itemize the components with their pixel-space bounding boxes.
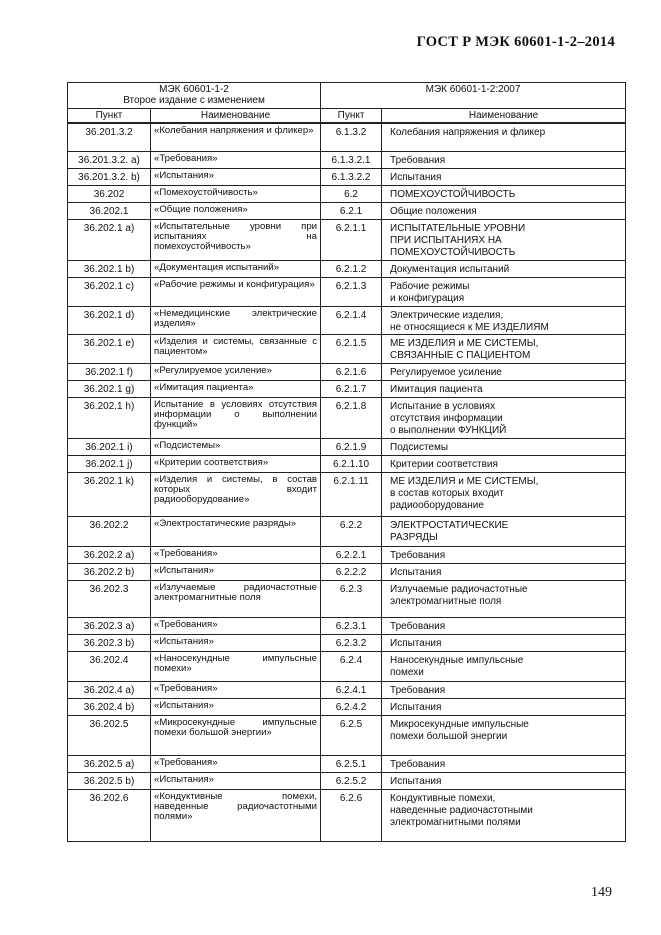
group-header-left-line2: Второе издание с изменением	[123, 95, 265, 107]
name-right-cell: Требования	[382, 152, 626, 169]
column-header-row	[68, 109, 626, 123]
table-row	[68, 123, 626, 152]
table-row	[68, 517, 626, 547]
name-left-cell: «Испытания»	[151, 773, 321, 790]
col-header-clause-right: Пункт	[321, 109, 382, 123]
name-right-cell: Регулируемое усиление	[382, 364, 626, 381]
table-row	[68, 790, 626, 842]
correspondence-table	[67, 82, 626, 842]
table-row	[68, 398, 626, 439]
name-right-cell: Кондуктивные помехи, наведенные радиочастотными электромагнитными полями	[382, 790, 626, 842]
name-left-cell: «Испытания»	[151, 699, 321, 716]
document-header: ГОСТ Р МЭК 60601-1-2–2014	[416, 34, 615, 50]
name-left-cell: «Требования»	[151, 682, 321, 699]
clause-right-cell: 6.2.1.10	[321, 456, 382, 473]
name-left-cell: «Микросекундные импульсные помехи большой энергии»	[151, 716, 321, 756]
table-row	[68, 473, 626, 517]
col-header-name-left: Наименование	[151, 109, 321, 123]
clause-left-cell: 36.202.3	[68, 581, 151, 618]
clause-right-cell: 6.2.1.6	[321, 364, 382, 381]
table-row	[68, 169, 626, 186]
name-left-cell: «Регулируемое усиление»	[151, 364, 321, 381]
clause-left-cell: 36.202	[68, 186, 151, 203]
name-right-cell: Критерии соответствия	[382, 456, 626, 473]
table-row	[68, 152, 626, 169]
clause-right-cell: 6.2.5.2	[321, 773, 382, 790]
name-left-cell: «Изделия и системы, в состав которых входит радиооборудование»	[151, 473, 321, 517]
name-right-cell: Требования	[382, 547, 626, 564]
name-right-cell: ЭЛЕКТРОСТАТИЧЕСКИЕ РАЗРЯДЫ	[382, 517, 626, 547]
clause-right-cell: 6.2.1.7	[321, 381, 382, 398]
name-left-cell: Испытание в условиях отсутствия информации о выполнении функций»	[151, 398, 321, 439]
name-right-cell: МЕ ИЗДЕЛИЯ и МЕ СИСТЕМЫ, СВЯЗАННЫЕ С ПАЦИЕНТОМ	[382, 335, 626, 364]
clause-left-cell: 36.202.2 a)	[68, 547, 151, 564]
clause-left-cell: 36.202.1 e)	[68, 335, 151, 364]
table-row	[68, 564, 626, 581]
name-left-cell: «Немедицинские электрические изделия»	[151, 307, 321, 335]
table-row	[68, 278, 626, 307]
name-right-cell: Испытания	[382, 635, 626, 652]
table-row	[68, 635, 626, 652]
col-header-name-right: Наименование	[382, 109, 626, 123]
clause-left-cell: 36.202.1 a)	[68, 220, 151, 261]
group-header-iec-second-edition	[68, 83, 321, 109]
clause-right-cell: 6.1.3.2	[321, 123, 382, 152]
clause-right-cell: 6.2.1	[321, 203, 382, 220]
clause-right-cell: 6.2.4.2	[321, 699, 382, 716]
clause-right-cell: 6.2.3	[321, 581, 382, 618]
clause-left-cell: 36.202.1 f)	[68, 364, 151, 381]
name-right-cell: Микросекундные импульсные помехи большой энергии	[382, 716, 626, 756]
clause-left-cell: 36.202.1 g)	[68, 381, 151, 398]
clause-right-cell: 6.2.1.5	[321, 335, 382, 364]
clause-left-cell: 36.202.1 b)	[68, 261, 151, 278]
clause-left-cell: 36.202.4	[68, 652, 151, 682]
clause-right-cell: 6.2.5	[321, 716, 382, 756]
clause-right-cell: 6.2.1.11	[321, 473, 382, 517]
clause-right-cell: 6.2.2	[321, 517, 382, 547]
group-header-row	[68, 83, 626, 109]
page-number: 149	[591, 885, 612, 900]
name-right-cell: Имитация пациента	[382, 381, 626, 398]
clause-right-cell: 6.2.4.1	[321, 682, 382, 699]
name-left-cell: «Общие положения»	[151, 203, 321, 220]
name-right-cell: Требования	[382, 682, 626, 699]
clause-left-cell: 36.201.3.2. b)	[68, 169, 151, 186]
name-left-cell: «Помехоустойчивость»	[151, 186, 321, 203]
clause-right-cell: 6.2.5.1	[321, 756, 382, 773]
name-right-cell: Испытание в условиях отсутствия информации о выполнении ФУНКЦИЙ	[382, 398, 626, 439]
table-row	[68, 335, 626, 364]
name-left-cell: «Испытательные уровни при испытаниях на помехоустойчивость»	[151, 220, 321, 261]
table-row	[68, 652, 626, 682]
clause-left-cell: 36.202.1 c)	[68, 278, 151, 307]
clause-left-cell: 36.201.3.2	[68, 123, 151, 152]
table-row	[68, 773, 626, 790]
name-left-cell: «Рабочие режимы и конфигурация»	[151, 278, 321, 307]
clause-right-cell: 6.2.4	[321, 652, 382, 682]
name-right-cell: Наносекундные импульсные помехи	[382, 652, 626, 682]
clause-right-cell: 6.2.3.1	[321, 618, 382, 635]
clause-left-cell: 36.202.1 k)	[68, 473, 151, 517]
clause-right-cell: 6.2	[321, 186, 382, 203]
table-row	[68, 456, 626, 473]
clause-right-cell: 6.2.6	[321, 790, 382, 842]
clause-right-cell: 6.1.3.2.1	[321, 152, 382, 169]
table-row	[68, 439, 626, 456]
name-left-cell: «Требования»	[151, 756, 321, 773]
name-right-cell: Требования	[382, 618, 626, 635]
clause-right-cell: 6.2.1.9	[321, 439, 382, 456]
name-left-cell: «Наносекундные импульсные помехи»	[151, 652, 321, 682]
name-right-cell: ПОМЕХОУСТОЙЧИВОСТЬ	[382, 186, 626, 203]
table-row	[68, 261, 626, 278]
name-left-cell: «Имитация пациента»	[151, 381, 321, 398]
table-row	[68, 618, 626, 635]
clause-right-cell: 6.2.1.4	[321, 307, 382, 335]
clause-left-cell: 36.202.3 b)	[68, 635, 151, 652]
name-left-cell: «Документация испытаний»	[151, 261, 321, 278]
table-row	[68, 203, 626, 220]
name-left-cell: «Требования»	[151, 152, 321, 169]
clause-left-cell: 36.202.1 j)	[68, 456, 151, 473]
name-left-cell: «Критерии соответствия»	[151, 456, 321, 473]
name-left-cell: «Электростатические разряды»	[151, 517, 321, 547]
name-right-cell: Общие положения	[382, 203, 626, 220]
clause-right-cell: 6.1.3.2.2	[321, 169, 382, 186]
group-header-iec-2007: МЭК 60601-1-2:2007	[321, 83, 626, 109]
name-left-cell: «Испытания»	[151, 635, 321, 652]
clause-left-cell: 36.202.5	[68, 716, 151, 756]
name-right-cell: Подсистемы	[382, 439, 626, 456]
table-row	[68, 716, 626, 756]
name-left-cell: «Изделия и системы, связанные с пациентом»	[151, 335, 321, 364]
clause-left-cell: 36.202.4 a)	[68, 682, 151, 699]
name-left-cell: «Испытания»	[151, 169, 321, 186]
clause-left-cell: 36.202.6	[68, 790, 151, 842]
name-left-cell: «Подсистемы»	[151, 439, 321, 456]
clause-right-cell: 6.2.1.8	[321, 398, 382, 439]
name-right-cell: Излучаемые радиочастотные электромагнитные поля	[382, 581, 626, 618]
name-left-cell: «Кондуктивные помехи, наведенные радиочастотными полями»	[151, 790, 321, 842]
table-row	[68, 581, 626, 618]
correspondence-table-container	[67, 82, 625, 842]
name-right-cell: Испытания	[382, 699, 626, 716]
name-right-cell: Испытания	[382, 169, 626, 186]
table-row	[68, 756, 626, 773]
table-row	[68, 186, 626, 203]
name-right-cell: Документация испытаний	[382, 261, 626, 278]
col-header-clause-left: Пункт	[68, 109, 151, 123]
name-right-cell: Рабочие режимы и конфигурация	[382, 278, 626, 307]
clause-right-cell: 6.2.2.2	[321, 564, 382, 581]
name-right-cell: Электрические изделия, не относящиеся к МЕ ИЗДЕЛИЯМ	[382, 307, 626, 335]
clause-right-cell: 6.2.1.2	[321, 261, 382, 278]
name-left-cell: «Излучаемые радиочастотные электромагнитные поля	[151, 581, 321, 618]
clause-right-cell: 6.2.2.1	[321, 547, 382, 564]
clause-left-cell: 36.202.4 b)	[68, 699, 151, 716]
clause-left-cell: 36.202.5 a)	[68, 756, 151, 773]
table-row	[68, 364, 626, 381]
table-body	[68, 123, 626, 842]
clause-left-cell: 36.201.3.2. a)	[68, 152, 151, 169]
name-left-cell: «Колебания напряжения и фликер»	[151, 123, 321, 152]
clause-left-cell: 36.202.2	[68, 517, 151, 547]
name-right-cell: МЕ ИЗДЕЛИЯ и МЕ СИСТЕМЫ, в состав которых входит радиооборудование	[382, 473, 626, 517]
clause-left-cell: 36.202.1	[68, 203, 151, 220]
table-row	[68, 220, 626, 261]
clause-left-cell: 36.202.1 h)	[68, 398, 151, 439]
table-row	[68, 699, 626, 716]
name-right-cell: Требования	[382, 756, 626, 773]
group-header-left-line1: МЭК 60601-1-2	[159, 84, 229, 95]
table-row	[68, 307, 626, 335]
clause-left-cell: 36.202.3 a)	[68, 618, 151, 635]
name-right-cell: Колебания напряжения и фликер	[382, 123, 626, 152]
clause-right-cell: 6.2.3.2	[321, 635, 382, 652]
table-row	[68, 547, 626, 564]
clause-left-cell: 36.202.5 b)	[68, 773, 151, 790]
name-left-cell: «Испытания»	[151, 564, 321, 581]
clause-right-cell: 6.2.1.1	[321, 220, 382, 261]
clause-right-cell: 6.2.1.3	[321, 278, 382, 307]
clause-left-cell: 36.202.2 b)	[68, 564, 151, 581]
name-left-cell: «Требования»	[151, 618, 321, 635]
name-right-cell: ИСПЫТАТЕЛЬНЫЕ УРОВНИ ПРИ ИСПЫТАНИЯХ НА ПОМЕХОУСТОЙЧИВОСТЬ	[382, 220, 626, 261]
clause-left-cell: 36.202.1 i)	[68, 439, 151, 456]
table-row	[68, 682, 626, 699]
name-right-cell: Испытания	[382, 773, 626, 790]
name-left-cell: «Требования»	[151, 547, 321, 564]
table-row	[68, 381, 626, 398]
clause-left-cell: 36.202.1 d)	[68, 307, 151, 335]
name-right-cell: Испытания	[382, 564, 626, 581]
